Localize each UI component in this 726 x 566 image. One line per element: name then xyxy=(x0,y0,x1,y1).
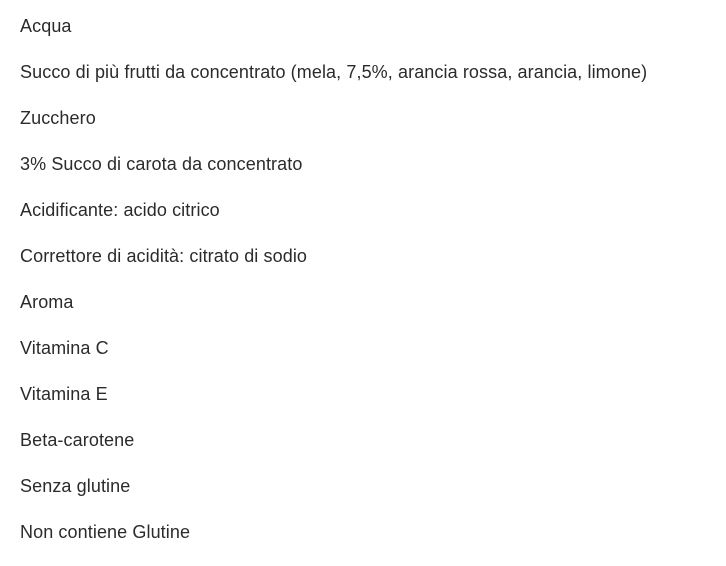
ingredient-item-acidificante xyxy=(20,198,726,244)
ingredient-item-acqua xyxy=(20,14,726,60)
ingredient-label: Succo di più frutti da concentrato (mela, 7,5%, arancia rossa, arancia, limone) xyxy=(20,62,648,82)
ingredient-item-senza-glutine xyxy=(20,474,726,520)
ingredient-label: Non contiene Glutine xyxy=(20,522,191,542)
ingredient-item-zucchero xyxy=(20,106,726,152)
ingredient-item-vitamina-c xyxy=(20,336,726,382)
ingredient-label: Vitamina C xyxy=(20,338,109,358)
ingredient-item-beta-carotene xyxy=(20,428,726,474)
ingredient-label: Correttore di acidità: citrato di sodio xyxy=(20,246,308,266)
ingredient-label: Acqua xyxy=(20,16,72,36)
ingredient-list xyxy=(20,14,726,566)
ingredient-label: Beta-carotene xyxy=(20,430,135,450)
ingredient-item-aroma xyxy=(20,290,726,336)
ingredient-label: Aroma xyxy=(20,292,74,312)
ingredient-item-succo-carota xyxy=(20,152,726,198)
ingredient-label: Senza glutine xyxy=(20,476,131,496)
ingredient-item-non-contiene-glutine xyxy=(20,520,726,566)
ingredient-item-succo-piu-frutti xyxy=(20,60,726,106)
ingredient-item-vitamina-e xyxy=(20,382,726,428)
ingredient-label: Vitamina E xyxy=(20,384,108,404)
ingredient-item-correttore-acidita xyxy=(20,244,726,290)
ingredient-label: Zucchero xyxy=(20,108,96,128)
ingredient-label: 3% Succo di carota da concentrato xyxy=(20,154,303,174)
ingredient-label: Acidificante: acido citrico xyxy=(20,200,220,220)
